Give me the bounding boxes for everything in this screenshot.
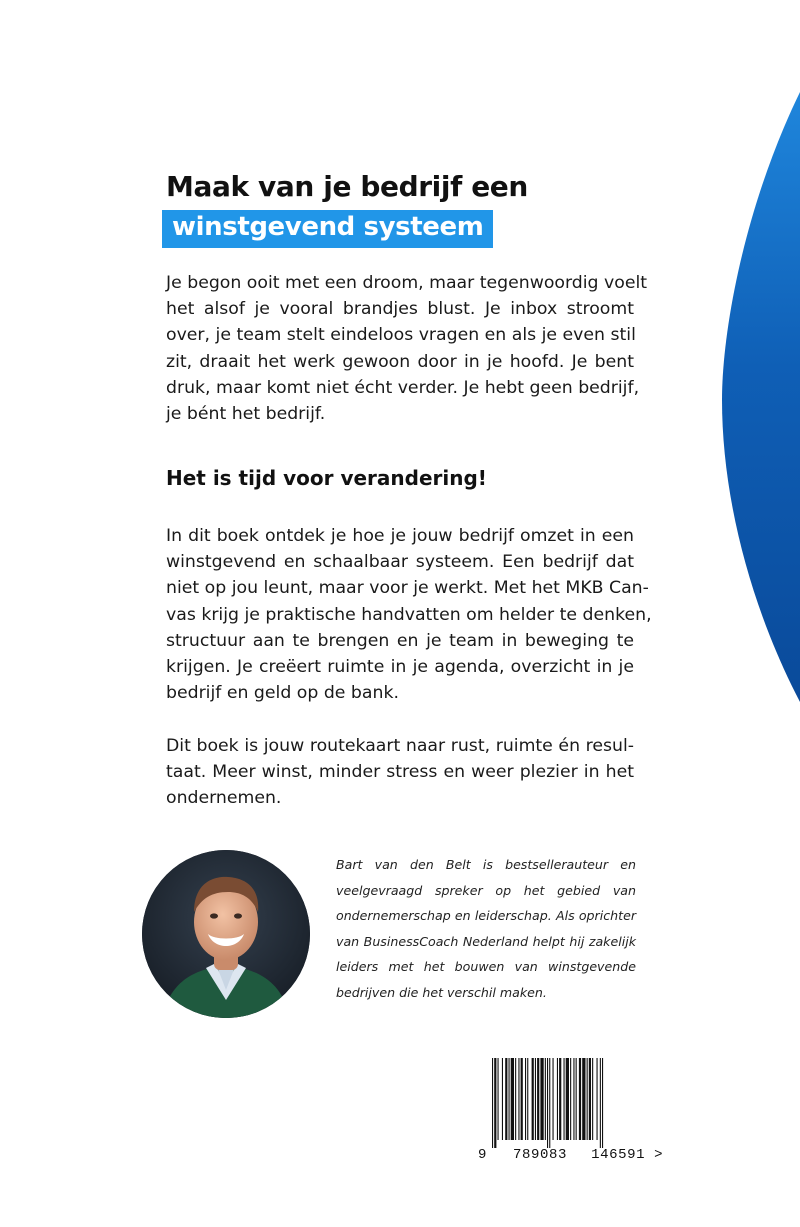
barcode-bar [597,1058,598,1140]
barcode-bar [573,1058,574,1140]
body-paragraph [166,523,652,706]
bio-line: leiders met het bouwen van winstgevende [336,959,636,975]
barcode-bar [521,1058,523,1140]
section-heading: Het is tijd voor verandering! [166,466,487,490]
cover-title-highlight: winstgevend systeem [162,210,493,248]
closing-paragraph [166,733,634,812]
text-line: bedrijf en geld op de bank. [166,683,399,704]
barcode-bar [559,1058,561,1140]
bio-line: van BusinessCoach Nederland helpt hij zakelijk [336,933,636,949]
author-photo [142,850,310,1018]
text-line: winstgevend en schaalbaar systeem. Een bedrijf dat [166,552,634,573]
bio-line: bedrijven die het verschil maken. [336,984,547,1000]
barcode-bar [557,1058,558,1140]
barcode-bar [511,1058,514,1140]
text-line: niet op jou leunt, maar voor je werkt. Met het MKB Can- [166,578,649,599]
barcode-bar [527,1058,528,1140]
barcode-bar [600,1058,601,1148]
barcode-bar [537,1058,539,1140]
barcode-bar [587,1058,588,1140]
isbn-group-2: 146591 [591,1147,646,1163]
text-line: het alsof je vooral brandjes blust. Je inbox stroomt [166,299,634,320]
barcode-bar [509,1058,510,1140]
text-line: Je begon ooit met een droom, maar tegenwoordig voelt [166,273,648,293]
barcode-bar [553,1058,554,1140]
isbn-number [478,1147,664,1163]
barcode-bar [602,1058,603,1148]
barcode-bar [566,1058,569,1140]
isbn-group-1: 789083 [513,1147,568,1163]
barcode-bar [589,1058,591,1140]
intro-paragraph [166,270,648,427]
barcode-bar [576,1058,577,1140]
text-line: je bént het bedrijf. [166,404,326,425]
barcode-bar [582,1058,585,1140]
barcode-bar [570,1058,571,1140]
text-line: structuur aan te brengen en je team in beweging te [166,630,634,651]
text-line: Dit boek is jouw routekaart naar rust, ruimte én resul- [166,736,634,756]
barcode-bar [492,1058,493,1148]
cover-title: Maak van je bedrijf een [166,170,528,203]
text-line: ondernemen. [166,788,282,809]
barcode-bar [549,1058,550,1148]
text-line: over, je team stelt eindeloos vragen en als je even stil [166,325,636,346]
text-line: taat. Meer winst, minder stress en weer plezier in het [166,762,634,783]
text-line: druk, maar komt niet écht verder. Je hebt geen bedrijf, [166,377,640,398]
barcode-bar [535,1058,536,1140]
barcode-bar [545,1058,546,1140]
text-line: zit, draait het werk gewoon door in je hoofd. Je bent [166,351,634,372]
bio-line: veelgevraagd spreker op het gebied van [336,882,636,898]
bio-line: Bart van den Belt is bestsellerauteur en [336,857,636,872]
barcode-bar [494,1058,496,1148]
text-line: In dit boek ontdek je hoe je jouw bedrijf omzet in een [166,526,634,546]
barcode-bars [478,1058,636,1148]
barcode-bar [564,1058,565,1140]
barcode-bar [498,1058,499,1140]
isbn-first-digit: 9 [478,1147,488,1163]
barcode-bar [532,1058,534,1140]
author-bio [336,852,636,1006]
barcode-bar [502,1058,503,1140]
isbn-end-mark: > [654,1147,664,1163]
text-line: vas krijg je praktische handvatten om helder te denken, [166,604,652,625]
barcode-bar [518,1058,519,1140]
barcode-bar [592,1058,593,1140]
text-line: krijgen. Je creëert ruimte in je agenda, overzicht in je [166,657,634,678]
barcode-bar [515,1058,516,1140]
barcode-bar [540,1058,543,1140]
bio-line: ondernemerschap en leiderschap. Als oprichter [336,908,636,924]
barcode-bar [505,1058,507,1140]
barcode-bar [547,1058,548,1148]
barcode-bar [525,1058,526,1140]
barcode-bar [579,1058,581,1140]
